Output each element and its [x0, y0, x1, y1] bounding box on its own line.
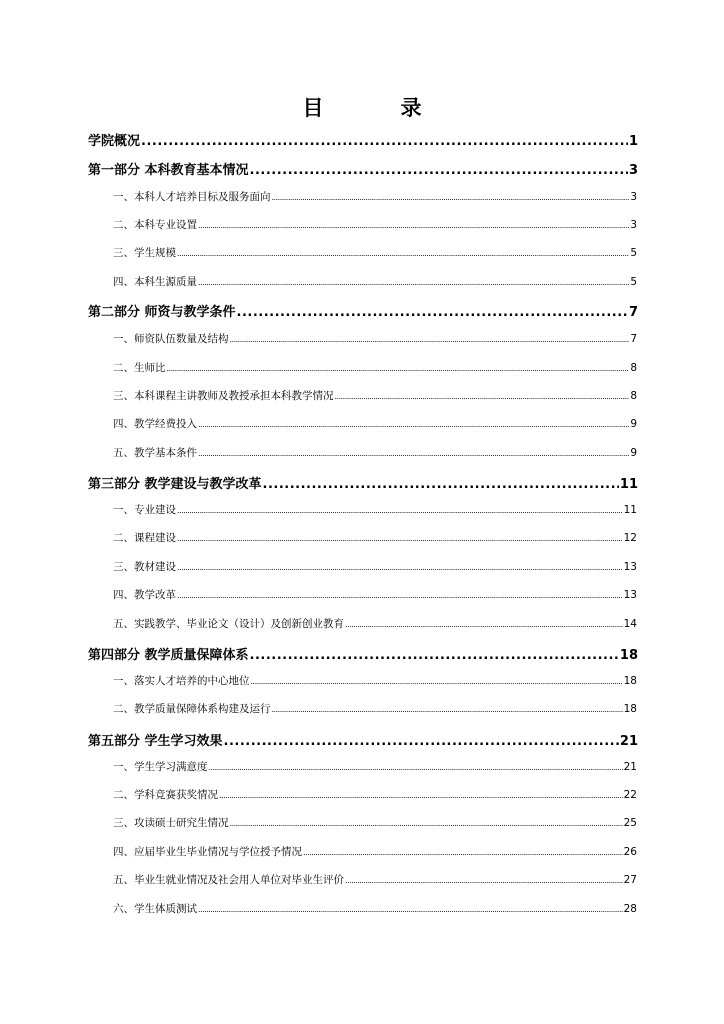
toc-leader-dots	[209, 761, 623, 773]
toc-item-label: 一、专业建设	[113, 504, 176, 516]
toc-leader-dots	[198, 219, 629, 231]
toc-item[interactable]	[113, 587, 637, 602]
toc-leader-dots	[141, 134, 628, 149]
toc-item-label: 二、学科竞赛获奖情况	[113, 789, 218, 801]
toc-section-label: 第四部分 教学质量保障体系	[88, 648, 249, 663]
toc-item[interactable]	[113, 331, 637, 346]
toc-item-label: 一、本科人才培养目标及服务面向	[113, 191, 271, 203]
toc-section-label: 第一部分 本科教育基本情况	[88, 163, 249, 178]
toc-leader-dots	[177, 561, 623, 573]
toc-page-number: 3	[630, 191, 637, 203]
toc-item-label: 六、学生体质测试	[113, 903, 197, 915]
toc-leader-dots	[272, 703, 623, 715]
toc-item-label: 四、本科生源质量	[113, 276, 197, 288]
toc-leader-dots	[167, 362, 630, 374]
toc-page-number: 28	[623, 903, 637, 915]
toc-page-number: 13	[623, 561, 637, 573]
toc-item-label: 五、毕业生就业情况及社会用人单位对毕业生评价	[113, 874, 344, 886]
toc-item[interactable]	[113, 673, 637, 688]
toc-section-label: 第三部分 教学建设与教学改革	[88, 477, 262, 492]
toc-leader-dots	[177, 589, 623, 601]
toc-section-overview[interactable]	[88, 130, 638, 149]
toc-item[interactable]	[113, 872, 637, 887]
toc-page-number: 18	[623, 675, 637, 687]
toc-page-number: 7	[628, 305, 638, 320]
toc-item-label: 五、实践教学、毕业论文（设计）及创新创业教育	[113, 618, 344, 630]
toc-page-number: 8	[630, 362, 637, 374]
toc-item-label: 一、学生学习满意度	[113, 761, 208, 773]
toc-item[interactable]	[113, 445, 637, 460]
toc-page-number: 5	[630, 247, 637, 259]
toc-page-number: 27	[623, 874, 637, 886]
toc-section-part5[interactable]	[88, 730, 638, 749]
toc-page-number: 3	[630, 219, 637, 231]
toc-item-label: 三、学生规模	[113, 247, 176, 259]
toc-leader-dots	[198, 447, 629, 459]
toc-item[interactable]	[113, 616, 637, 631]
toc-item-label: 三、攻读硕士研究生情况	[113, 817, 229, 829]
toc-leader-dots	[250, 163, 628, 178]
toc-item[interactable]	[113, 844, 637, 859]
toc-item-label: 四、应届毕业生毕业情况与学位授予情况	[113, 846, 302, 858]
toc-page-number: 11	[619, 477, 638, 492]
toc-page-number: 22	[623, 789, 637, 801]
toc-item-label: 三、本科课程主讲教师及教授承担本科教学情况	[113, 390, 334, 402]
toc-leader-dots	[263, 477, 619, 492]
toc-page-number: 18	[619, 648, 638, 663]
toc-page-number: 13	[623, 589, 637, 601]
toc-leader-dots	[272, 191, 630, 203]
toc-page-number: 7	[630, 333, 637, 345]
toc-item[interactable]	[113, 530, 637, 545]
toc-page-number: 9	[630, 447, 637, 459]
toc-item[interactable]	[113, 274, 637, 289]
toc-leader-dots	[219, 789, 623, 801]
toc-item-label: 四、教学经费投入	[113, 418, 197, 430]
toc-page-number: 21	[623, 761, 637, 773]
toc-item[interactable]	[113, 559, 637, 574]
toc-item-label: 一、落实人才培养的中心地位	[113, 675, 250, 687]
toc-section-part2[interactable]	[88, 301, 638, 320]
toc-section-label: 学院概况	[88, 134, 141, 149]
toc-item[interactable]	[113, 901, 637, 916]
toc-leader-dots	[303, 846, 623, 858]
toc-item-label: 二、课程建设	[113, 532, 176, 544]
toc-item-label: 二、本科专业设置	[113, 219, 197, 231]
toc-item-label: 二、生师比	[113, 362, 166, 374]
toc-section-part4[interactable]	[88, 644, 638, 663]
toc-title: 目 录	[302, 96, 450, 120]
toc-leader-dots	[177, 247, 629, 259]
toc-leader-dots	[198, 903, 623, 915]
toc-item-label: 一、师资队伍数量及结构	[113, 333, 229, 345]
toc-item-label: 三、教材建设	[113, 561, 176, 573]
toc-page-number: 1	[628, 134, 638, 149]
toc-leader-dots	[345, 874, 623, 886]
toc-item-label: 四、教学改革	[113, 589, 176, 601]
toc-page-number: 3	[628, 163, 638, 178]
toc-leader-dots	[250, 648, 619, 663]
toc-page-number: 25	[623, 817, 637, 829]
toc-leader-dots	[177, 532, 623, 544]
toc-item[interactable]	[113, 787, 637, 802]
toc-item[interactable]	[113, 416, 637, 431]
toc-leader-dots	[237, 305, 628, 320]
toc-section-part3[interactable]	[88, 473, 638, 492]
toc-item[interactable]	[113, 388, 637, 403]
toc-leader-dots	[198, 418, 629, 430]
toc-page-number: 5	[630, 276, 637, 288]
toc-item[interactable]	[113, 502, 637, 517]
toc-leader-dots	[251, 675, 623, 687]
toc-leader-dots	[335, 390, 630, 402]
toc-item[interactable]	[113, 189, 637, 204]
toc-page-number: 12	[623, 532, 637, 544]
toc-item-label: 五、教学基本条件	[113, 447, 197, 459]
toc-item[interactable]	[113, 759, 637, 774]
toc-item[interactable]	[113, 217, 637, 232]
toc-item[interactable]	[113, 245, 637, 260]
toc-page-number: 9	[630, 418, 637, 430]
toc-item[interactable]	[113, 815, 637, 830]
toc-item[interactable]	[113, 360, 637, 375]
toc-leader-dots	[177, 504, 623, 516]
toc-page-number: 8	[630, 390, 637, 402]
toc-section-part1[interactable]	[88, 159, 638, 178]
toc-leader-dots	[198, 276, 629, 288]
toc-item-label: 二、教学质量保障体系构建及运行	[113, 703, 271, 715]
toc-page-number: 26	[623, 846, 637, 858]
toc-page-number: 11	[623, 504, 637, 516]
toc-item[interactable]	[113, 701, 637, 716]
toc-leader-dots	[345, 618, 623, 630]
toc-leader-dots	[230, 333, 630, 345]
toc-page-number: 18	[623, 703, 637, 715]
toc-page-number: 21	[619, 734, 638, 749]
toc-page-number: 14	[623, 618, 637, 630]
toc-section-label: 第二部分 师资与教学条件	[88, 305, 236, 320]
toc-section-label: 第五部分 学生学习效果	[88, 734, 223, 749]
toc-leader-dots	[224, 734, 619, 749]
toc-leader-dots	[230, 817, 623, 829]
